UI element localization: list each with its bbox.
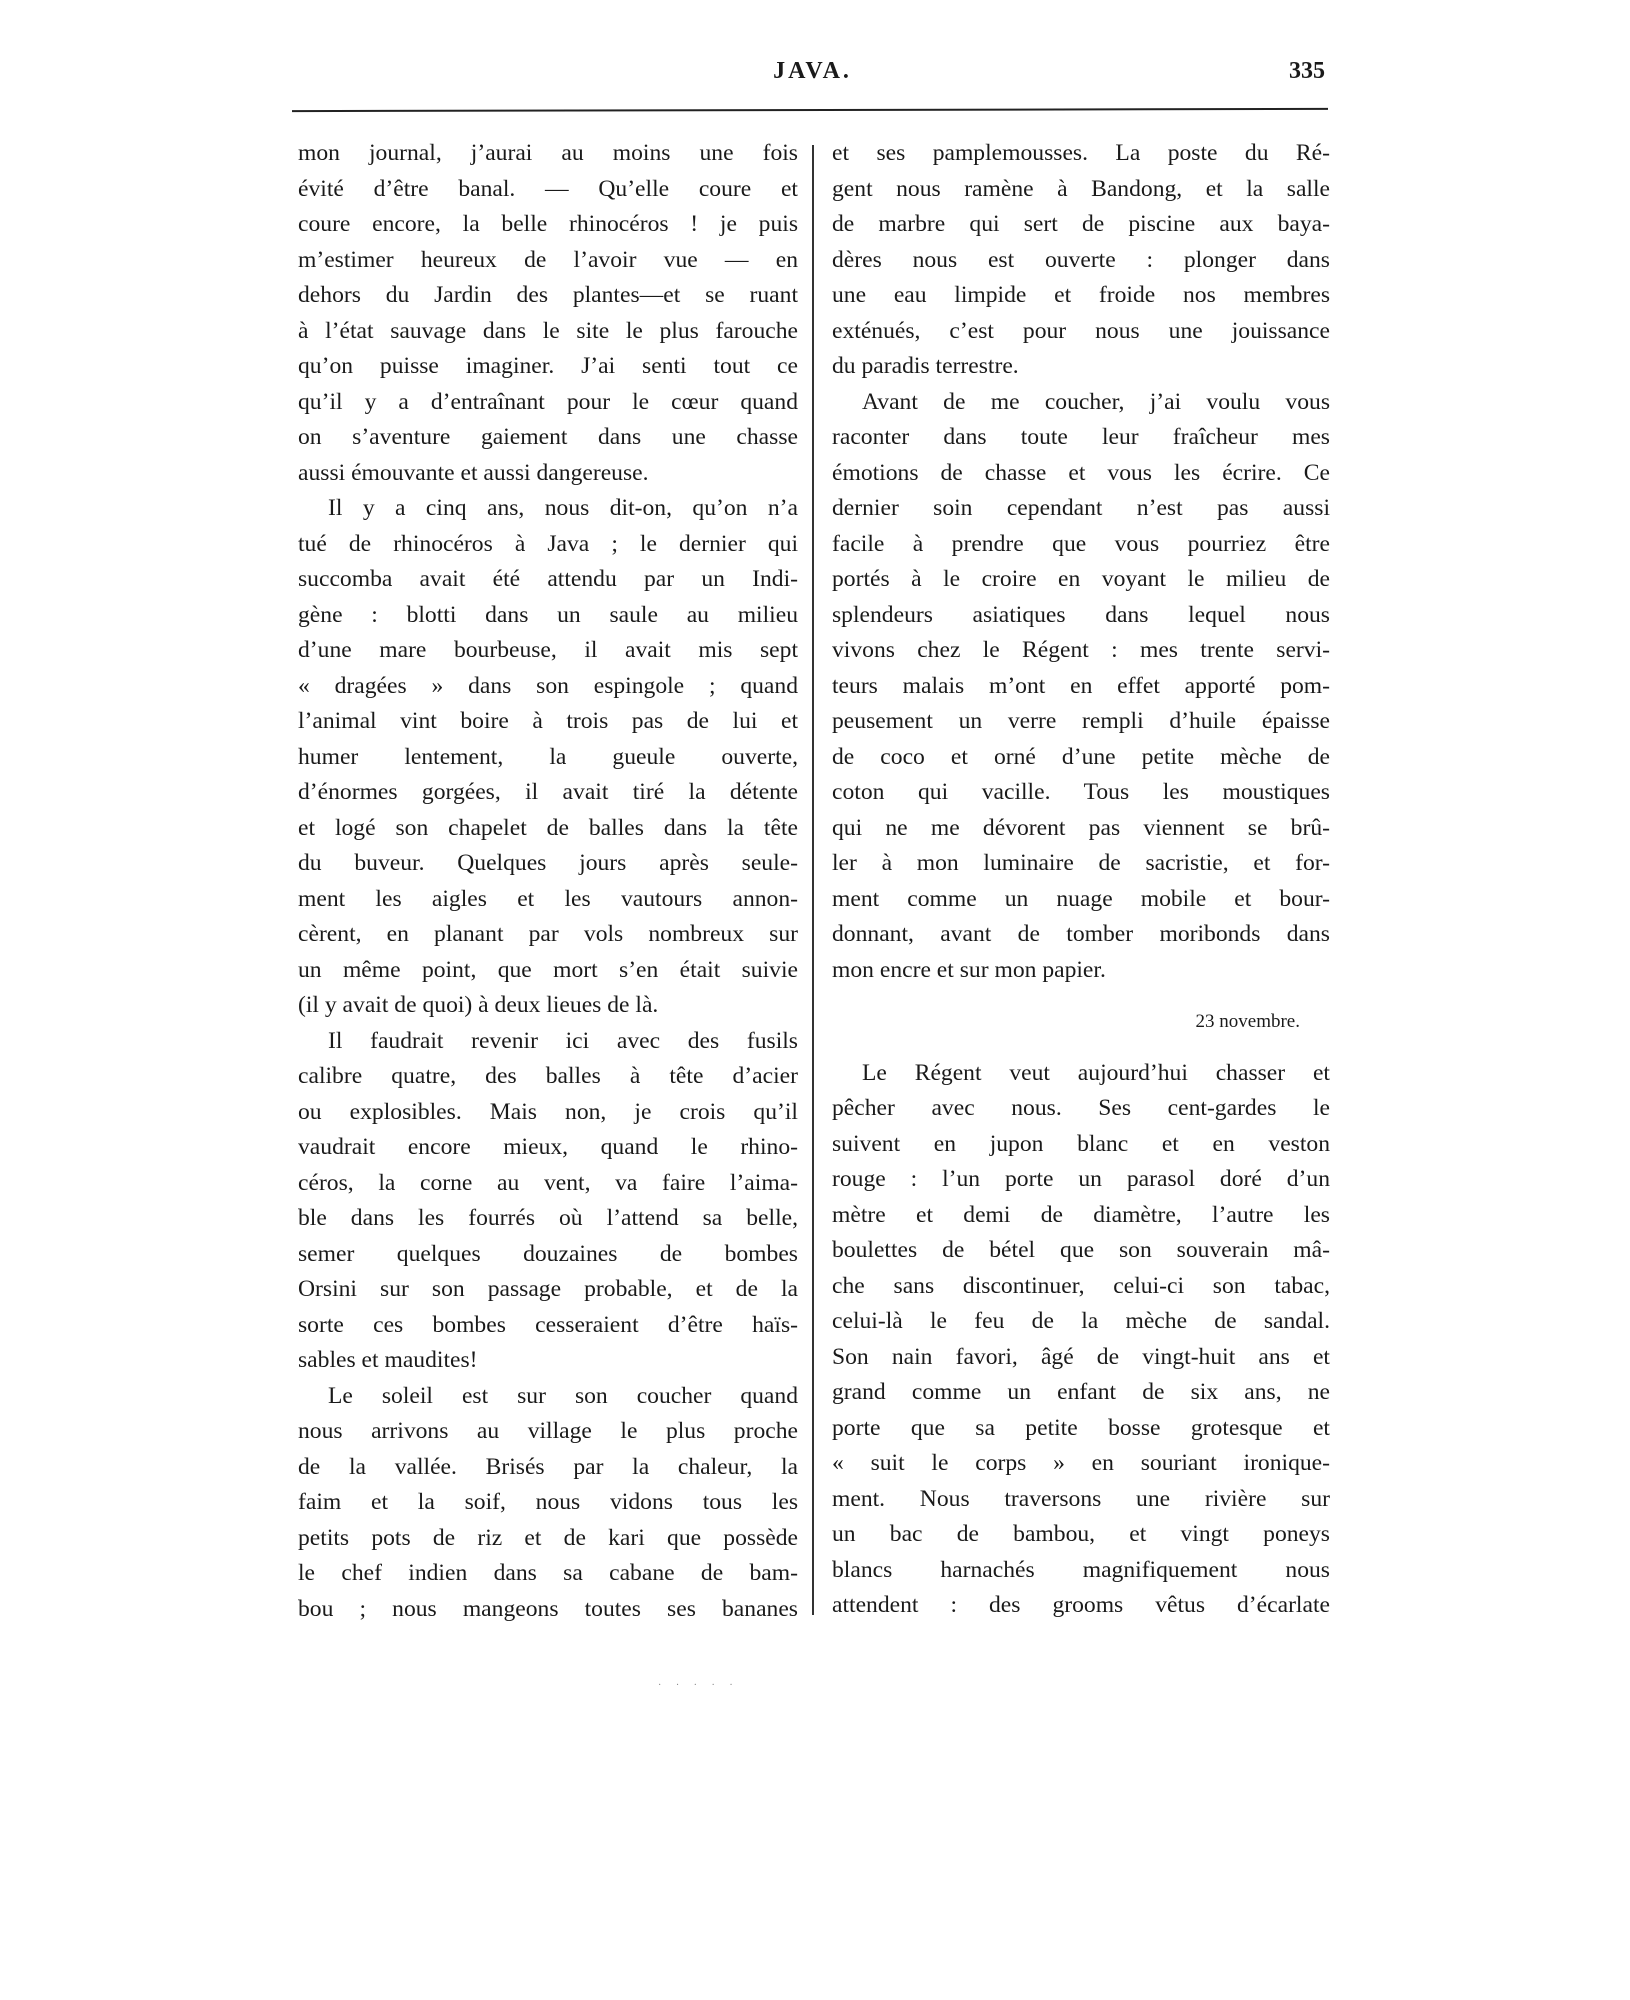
dateline: 23 novembre. [1195,1011,1300,1032]
text-line: Le soleil est sur son coucher quand [328,1382,798,1409]
text-line: calibre quatre, des balles à tête d’acier [298,1063,798,1089]
text-line: (il y avait de quoi) à deux lieues de là. [298,992,659,1018]
text-line: Avant de me coucher, j’ai voulu vous [862,388,1330,415]
text-line: Il faudrait revenir ici avec des fusils [328,1027,798,1054]
text-line: d’une mare bourbeuse, il avait mis sept [298,637,798,663]
text-line: Il y a cinq ans, nous dit-on, qu’on n’a [328,495,798,521]
text-line: tué de rhinocéros à Java ; le dernier qui [298,530,798,557]
text-line: attendent : des grooms vêtus d’écarlate [832,1592,1330,1618]
text-line: coure encore, la belle rhinocéros ! je puis [298,211,798,237]
text-line: d’énormes gorgées, il avait tiré la détente [298,779,798,805]
text-line: splendeurs asiatiques dans lequel nous [832,601,1330,628]
text-line: cèrent, en planant par vols nombreux sur [298,921,798,947]
text-line: qu’on puisse imaginer. J’ai senti tout ce [298,353,798,379]
text-line: et ses pamplemousses. La poste du Ré- [832,140,1330,166]
text-line: celui-là le feu de la mèche de sandal. [832,1308,1330,1334]
text-line: mètre et demi de diamètre, l’autre les [832,1201,1330,1228]
text-line: succomba avait été attendu par un Indi- [298,566,798,592]
right-column [832,136,1330,1624]
text-line: de coco et orné d’une petite mèche de [832,743,1330,770]
text-line: ment. Nous traversons une rivière sur [832,1485,1330,1512]
text-line: de la vallée. Brisés par la chaleur, la [298,1453,798,1480]
text-line: aussi émouvante et aussi dangereuse. [298,459,649,486]
text-line: semer quelques douzaines de bombes [298,1240,798,1267]
text-line: céros, la corne au vent, va faire l’aima- [298,1169,798,1196]
text-line: raconter dans toute leur fraîcheur mes [832,424,1330,450]
text-line: mon journal, j’aurai au moins une fois [298,140,798,166]
text-line: nous arrivons au village le plus proche [298,1418,798,1444]
text-line: gent nous ramène à Bandong, et la salle [832,175,1330,202]
scan-artifact-dots: · · · · · [658,1680,739,1691]
text-line: qui ne me dévorent pas viennent se brû- [832,814,1330,841]
text-line: évité d’être banal. — Qu’elle coure et [298,175,798,202]
text-line: dères nous est ouverte : plonger dans [832,246,1330,273]
text-line: bou ; nous mangeons toutes ses bananes [298,1595,798,1622]
text-line: mon encre et sur mon papier. [832,956,1106,983]
text-line: blancs harnachés magnifiquement nous [832,1556,1330,1583]
text-line: ble dans les fourrés où l’attend sa belle, [298,1205,798,1231]
text-line: sorte ces bombes cesseraient d’être haïs- [298,1311,798,1338]
text-line: rouge : l’un porte un parasol doré d’un [832,1166,1330,1192]
text-line: portés à le croire en voyant le milieu de [832,566,1330,592]
text-line: che sans discontinuer, celui-ci son tabac, [832,1272,1330,1299]
text-line: suivent en jupon blanc et en veston [832,1130,1330,1157]
text-line: humer lentement, la gueule ouverte, [298,743,798,770]
text-line: de marbre qui sert de piscine aux baya- [832,211,1330,237]
text-line: porte que sa petite bosse grotesque et [832,1414,1330,1441]
text-line: un bac de bambou, et vingt poneys [832,1521,1330,1547]
text-line: pêcher avec nous. Ses cent-gardes le [832,1095,1330,1121]
header-rule [292,108,1328,112]
text-line: ment les aigles et les vautours annon- [298,885,798,912]
text-line: ment comme un nuage mobile et bour- [832,885,1330,912]
text-line: grand comme un enfant de six ans, ne [832,1379,1330,1405]
text-line: l’animal vint boire à trois pas de lui et [298,708,798,734]
text-line: dernier soin cependant n’est pas aussi [832,495,1330,521]
text-line: émotions de chasse et vous les écrire. Ce [832,459,1330,486]
text-line: une eau limpide et froide nos membres [832,282,1330,308]
text-line: vivons chez le Régent : mes trente servi- [832,637,1330,663]
left-column [298,136,798,1627]
text-line: faim et la soif, nous vidons tous les [298,1489,798,1515]
text-line: m’estimer heureux de l’avoir vue — en [298,246,798,273]
running-title: JAVA. [773,58,852,84]
text-line: teurs malais m’ont en effet apporté pom- [832,672,1330,699]
text-line: boulettes de bétel que son souverain mâ- [832,1237,1330,1263]
text-line: du paradis terrestre. [832,353,1019,379]
text-line: vaudrait encore mieux, quand le rhino- [298,1134,798,1160]
text-line: Son nain favori, âgé de vingt-huit ans et [832,1343,1330,1370]
text-line: coton qui vacille. Tous les moustiques [832,779,1330,805]
text-line: et logé son chapelet de balles dans la tête [298,814,798,841]
text-line: on s’aventure gaiement dans une chasse [298,424,798,450]
text-line: à l’état sauvage dans le site le plus farouche [298,317,798,344]
text-line: Le Régent veut aujourd’hui chasser et [862,1059,1330,1086]
text-line: peusement un verre rempli d’huile épaisse [832,708,1330,734]
column-divider [812,145,814,1615]
text-line: du buveur. Quelques jours après seule- [298,850,798,876]
text-line: gène : blotti dans un saule au milieu [298,601,798,628]
text-line: le chef indien dans sa cabane de bam- [298,1560,798,1586]
text-line: ler à mon luminaire de sacristie, et for- [832,850,1330,876]
text-line: « dragées » dans son espingole ; quand [298,672,798,699]
text-line: un même point, que mort s’en était suivie [298,956,798,983]
text-line: petits pots de riz et de kari que possède [298,1524,798,1551]
text-line: « suit le corps » en souriant ironique- [832,1450,1330,1476]
text-line: facile à prendre que vous pourriez être [832,530,1330,557]
text-line: dehors du Jardin des plantes—et se ruant [298,282,798,308]
page-number: 335 [1289,58,1325,84]
text-line: ou explosibles. Mais non, je crois qu’il [298,1098,798,1125]
text-line: qu’il y a d’entraînant pour le cœur quand [298,388,798,415]
page-header [300,58,1325,98]
text-line: Orsini sur son passage probable, et de la [298,1276,798,1302]
text-line: exténués, c’est pour nous une jouissance [832,317,1330,344]
text-line: donnant, avant de tomber moribonds dans [832,921,1330,947]
text-line: sables et maudites! [298,1347,478,1373]
